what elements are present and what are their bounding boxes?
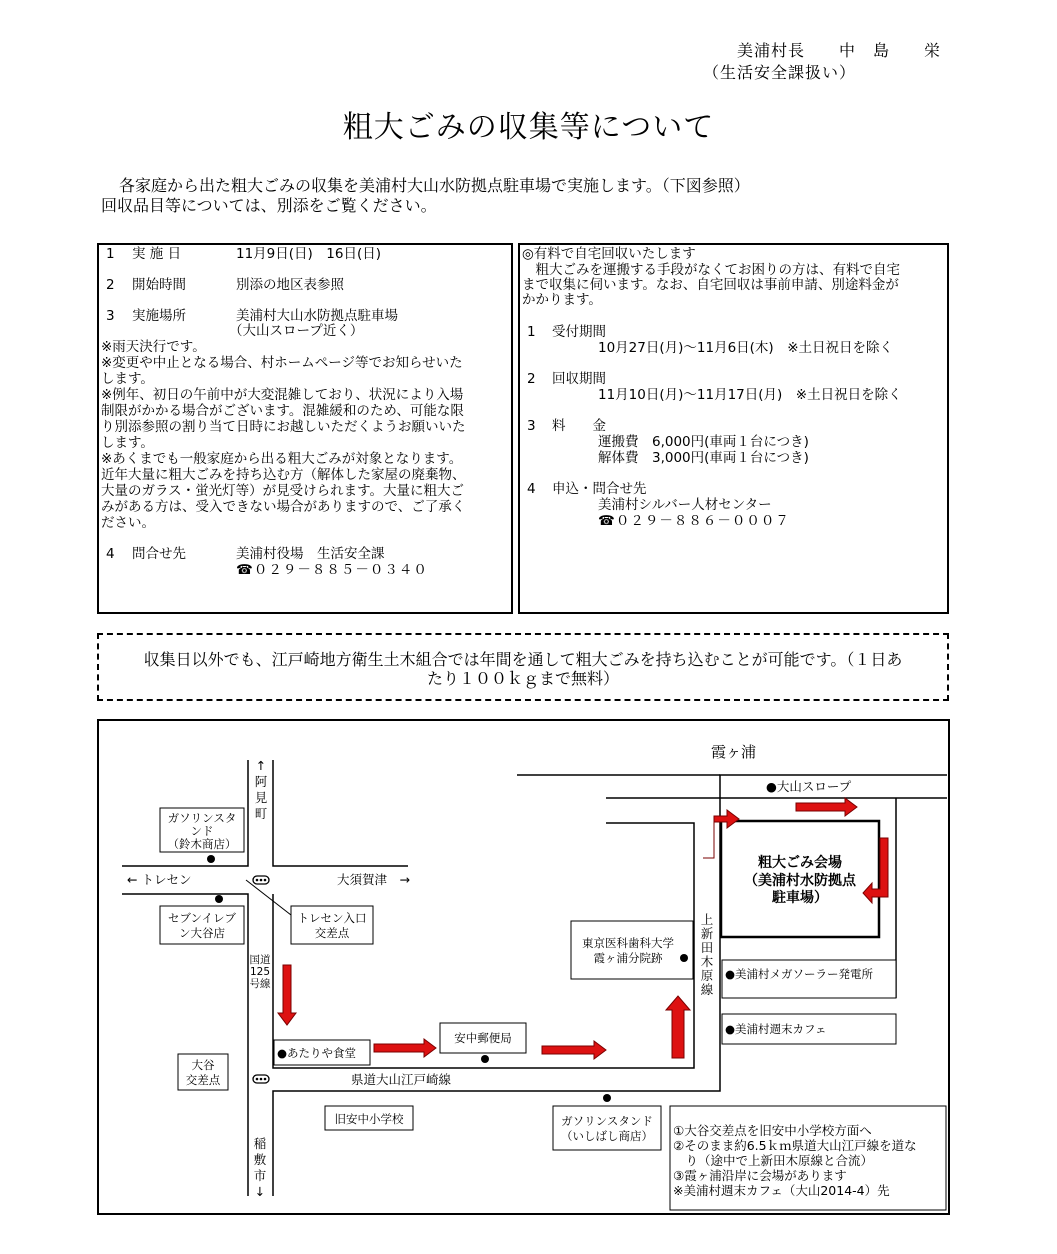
item3-value: 美浦村大山水防拠点駐車場 [236,308,398,324]
old-school-label: 旧安中小学校 [334,1112,404,1126]
note-line: ださい。 [101,515,155,531]
trecen-iri-label: 交差点 [314,926,350,940]
inashiki-label: 敷 [253,1152,267,1167]
atariya-label: ●あたりや食堂 [277,1046,357,1060]
route125-label: 125 [249,966,271,978]
note-line: 制限がかかる場合がございます。混雑緩和のため、可能な限 [101,403,464,419]
item3-value-2: （大山スロープ近く） [229,323,364,339]
gas1-label: ガソリンスタ [167,811,237,825]
r-item2-num: 2 [527,371,536,387]
r-item4-label: 申込・問合せ先 [552,481,647,497]
note-line: します。 [101,435,154,451]
item1-value: 11月9日(日) 16日(日) [236,246,382,262]
intro-line-2: 回収品目等については、別添をご覧ください。 [101,196,437,215]
r-item1-num: 1 [527,324,536,340]
item4-num: 4 [106,546,115,562]
ami-arrow: ↑ [255,758,267,773]
kamishin-label: 田 [700,940,714,955]
note-line: ※あくまでも一般家庭から出る粗大ごみが対象となります。 [101,451,463,467]
item3-label: 実施場所 [132,308,186,324]
oya-label: 交差点 [185,1073,221,1087]
kamishin-label: 原 [700,968,714,983]
kamishin-label: 新 [700,926,714,941]
r-item2-label: 回収期間 [552,371,606,387]
venue-subtitle-2: 駐車場） [772,890,828,906]
r-item4-phone: ☎０２９－８８６－０００７ [598,513,790,529]
cafe-label: ●美浦村週末カフェ [725,1022,827,1036]
tokyo-medical-hospital [571,921,693,979]
item1-num: 1 [106,246,115,262]
note-line: みがある方は、受入できない場合がありますので、ご了承く [101,499,466,515]
direction-step: ②そのまま約6.5ｋｍ県道大山江戸線を道な [673,1138,917,1153]
direction-step: ①大谷交差点を旧安中小学校方面へ [673,1123,872,1138]
direction-step: ※美浦村週末カフェ（大山2014-4）先 [673,1183,890,1198]
gas1-label: ンド [190,824,214,838]
fee-dismantle: 解体費 3,000円(車両１台につき) [598,450,809,466]
slope-label: ●大山スロープ [766,779,852,794]
callout-line [246,880,291,915]
gas2-label: （いしばし商店） [561,1129,653,1143]
r-item3-label: 料 金 [552,418,606,434]
r-item4-num: 4 [527,481,536,497]
direction-step: り（途中で上新田木原線と合流） [673,1153,874,1168]
item2-value: 別添の地区表参照 [236,277,344,293]
r-item1-label: 受付期間 [552,324,606,340]
item4-label: 問合せ先 [132,546,186,562]
road-edge [273,760,408,866]
intro-line-1: 各家庭から出た粗大ごみの収集を美浦村大山水防拠点駐車場で実施します。（下図参照） [119,176,750,195]
pickup-desc: かかります。 [522,292,602,308]
post-office-label: 安中郵便局 [454,1031,512,1045]
lake-label: 霞ヶ浦 [711,743,757,761]
ami-label: 町 [254,806,268,821]
gas2-label: ガソリンスタンド [561,1114,653,1128]
arrow-icon [796,798,857,816]
arrow-icon [278,965,296,1025]
trecen-direction: ← トレセン [127,872,192,887]
item3-num: 3 [106,308,115,324]
route125-label: 号線 [249,978,271,990]
note-line: ※雨天決行です。 [101,339,206,355]
pickup-desc: まで収集に伺います。なお、自宅回収は事前申請、別途料金が [522,277,899,293]
ami-label: 見 [254,790,268,805]
notice-line-2: たり１００ｋｇまで無料） [426,669,619,688]
page-title: 粗大ごみの収集等について [342,110,715,145]
item4-value: 美浦村役場 生活安全課 [236,546,385,562]
r-item1-value: 10月27日(月)～11月6日(木) ※土日祝日を除く [598,340,894,356]
item2-num: 2 [106,277,115,293]
inashiki-label: 市 [253,1168,267,1183]
r-item2-value: 11月10日(月)～11月17日(月) ※土日祝日を除く [598,387,902,403]
item2-label: 開始時間 [132,277,186,293]
r-item3-num: 3 [527,418,536,434]
note-line: り別添参照の割り当て日時にお越しいただくようお願いいた [101,419,466,435]
item1-label: 実 施 日 [132,246,182,262]
osuka-direction: 大須賀津 → [337,872,410,887]
mega-solar-label: ●美浦村メガソーラー発電所 [725,967,874,981]
kamishin-label: 線 [700,982,714,997]
tokyo-label: 東京医科歯科大学 [582,936,674,950]
trecen-iri-label: トレセン入口 [297,911,367,925]
issuer: 美浦村長 中 島 栄 [737,41,942,60]
arrow-icon [666,996,690,1058]
notice-line-1: 収集日以外でも、江戸崎地方衛生土木組合では年間を通して粗大ごみを持ち込むことが可能です。（１日あ [143,650,903,669]
kamishin-label: 木 [700,954,714,969]
venue-title: 粗大ごみ会場 [758,855,842,871]
pickup-desc: 粗大ごみを運搬する手段がなくてお困りの方は、有料で自宅 [522,262,900,278]
item4-phone: ☎０２９－８８５－０３４０ [236,562,428,578]
arrow-icon [374,1039,436,1057]
note-line: ※変更や中止となる場合、村ホームページ等でお知らせいた [101,355,463,371]
kamishin-label: 上 [700,912,714,927]
r-item4-value: 美浦村シルバー人材センター [598,497,772,513]
oya-label: 大谷 [191,1058,215,1072]
arrow-icon [542,1041,606,1059]
venue-subtitle: （美浦村水防拠点 [744,873,856,889]
tokyo-label: 霞ヶ浦分院跡 [593,951,663,965]
route125-label: 国道 [249,954,271,966]
kendo-label: 県道大山江戸崎線 [351,1072,452,1087]
department: （生活安全課扱い） [703,63,857,82]
note-line: 近年大量に粗大ごみを持ち込む方（解体した家屋の廃棄物、 [101,467,466,483]
inashiki-arrow: ↓ [254,1184,266,1199]
pickup-heading: ◎有料で自宅回収いたします [522,246,696,262]
gas-station-ishibashi [553,1106,661,1150]
note-line: ※例年、初日の午前中が大変混雑しており、状況により入場 [101,387,464,403]
seven-label: ン大谷店 [179,926,225,940]
note-line: します。 [101,371,154,387]
gas1-label: （鈴木商店） [167,837,237,851]
inashiki-label: 稲 [253,1136,267,1151]
note-line: 大量のガラス・蛍光灯等）が見受けられます。大量に粗大ご [101,483,465,499]
fee-transport: 運搬費 6,000円(車両１台につき) [598,434,809,450]
seven-label: セブンイレブ [168,911,236,925]
ami-label: 阿 [254,774,268,789]
direction-step: ③霞ヶ浦沿岸に会場があります [673,1168,847,1183]
